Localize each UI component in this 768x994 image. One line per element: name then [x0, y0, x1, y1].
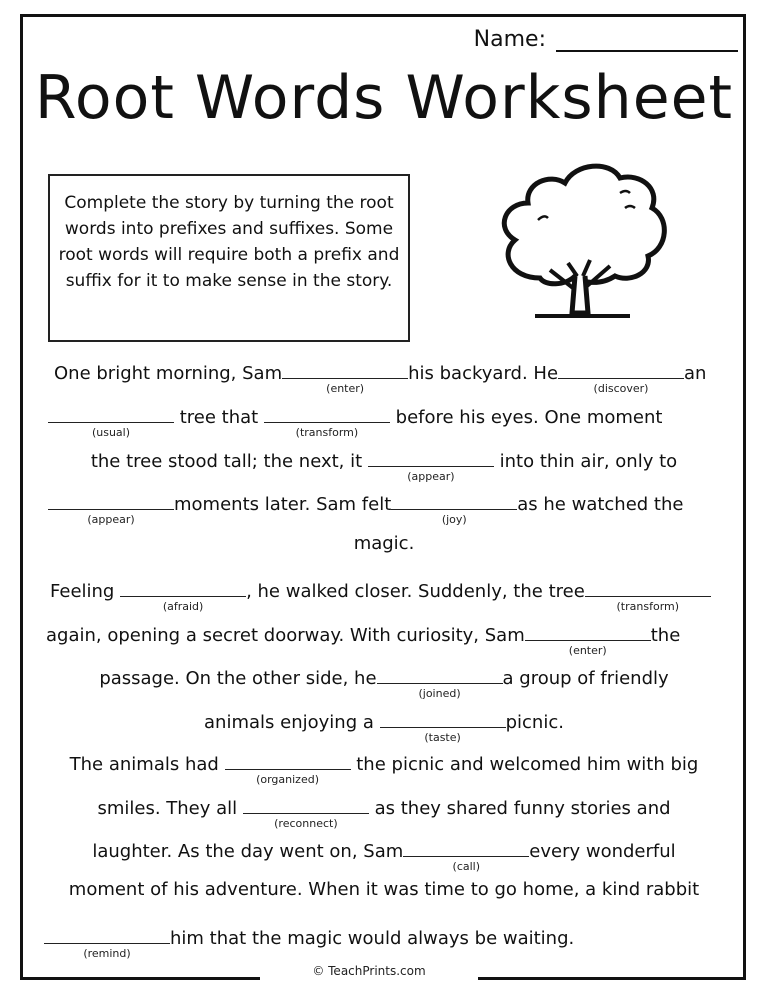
- name-field: [474, 26, 738, 52]
- story-line-8: passage. On the other side, he (joined) a group of friendly: [0, 663, 768, 689]
- name-blank[interactable]: [556, 26, 738, 52]
- tree-icon: [480, 148, 680, 328]
- blank-appear-2[interactable]: (appear): [48, 489, 174, 510]
- blank-appear-1[interactable]: (appear): [368, 446, 494, 467]
- story-line-2: (usual) tree that (transform) before his eyes. One moment: [48, 402, 662, 428]
- instructions-box: Complete the story by turning the root words into prefixes and suffixes. Some root words will require both a prefix and suffix for it to make sense in the story.: [48, 174, 410, 342]
- story-line-9: animals enjoying a (taste) picnic.: [0, 707, 768, 733]
- blank-call[interactable]: (call): [403, 836, 529, 857]
- story-line-14: (remind) him that the magic would always be waiting.: [44, 923, 574, 949]
- story-line-13: moment of his adventure. When it was time to go home, a kind rabbit: [68, 879, 700, 900]
- bottom-border-right: [478, 977, 746, 980]
- story-line-6: Feeling (afraid) , he walked closer. Suddenly, the tree (transform): [50, 576, 711, 602]
- copyright-footer: © TeachPrints.com: [312, 964, 426, 978]
- page-title: Root Words Worksheet: [34, 63, 734, 133]
- blank-usual[interactable]: (usual): [48, 402, 174, 423]
- story-line-1: One bright morning, Sam (enter) his backyard. He (discover) an: [54, 358, 706, 384]
- story-line-10: The animals had (organized) the picnic and welcomed him with big: [0, 749, 768, 775]
- blank-remind[interactable]: (remind): [44, 923, 170, 944]
- story-line-7: again, opening a secret doorway. With curiosity, Sam (enter) the: [46, 620, 680, 646]
- blank-enter[interactable]: (enter): [282, 358, 408, 379]
- blank-enter-2[interactable]: (enter): [525, 620, 651, 641]
- blank-organized[interactable]: (organized): [225, 749, 351, 770]
- blank-discover[interactable]: (discover): [558, 358, 684, 379]
- blank-afraid[interactable]: (afraid): [120, 576, 246, 597]
- blank-joined[interactable]: (joined): [377, 663, 503, 684]
- blank-reconnect[interactable]: (reconnect): [243, 793, 369, 814]
- story-line-3: the tree stood tall; the next, it (appear) into thin air, only to: [0, 446, 768, 472]
- blank-joy[interactable]: (joy): [391, 489, 517, 510]
- story-line-4: (appear) moments later. Sam felt (joy) as he watched the: [48, 489, 683, 515]
- story-line-11: smiles. They all (reconnect) as they shared funny stories and: [0, 793, 768, 819]
- blank-taste[interactable]: (taste): [380, 707, 506, 728]
- blank-transform-2[interactable]: (transform): [585, 576, 711, 597]
- story-line-5: magic.: [353, 533, 415, 554]
- name-label: Name:: [473, 27, 546, 52]
- story-line-12: laughter. As the day went on, Sam (call) every wonderful: [0, 836, 768, 862]
- bottom-border-left: [20, 977, 260, 980]
- blank-transform-1[interactable]: (transform): [264, 402, 390, 423]
